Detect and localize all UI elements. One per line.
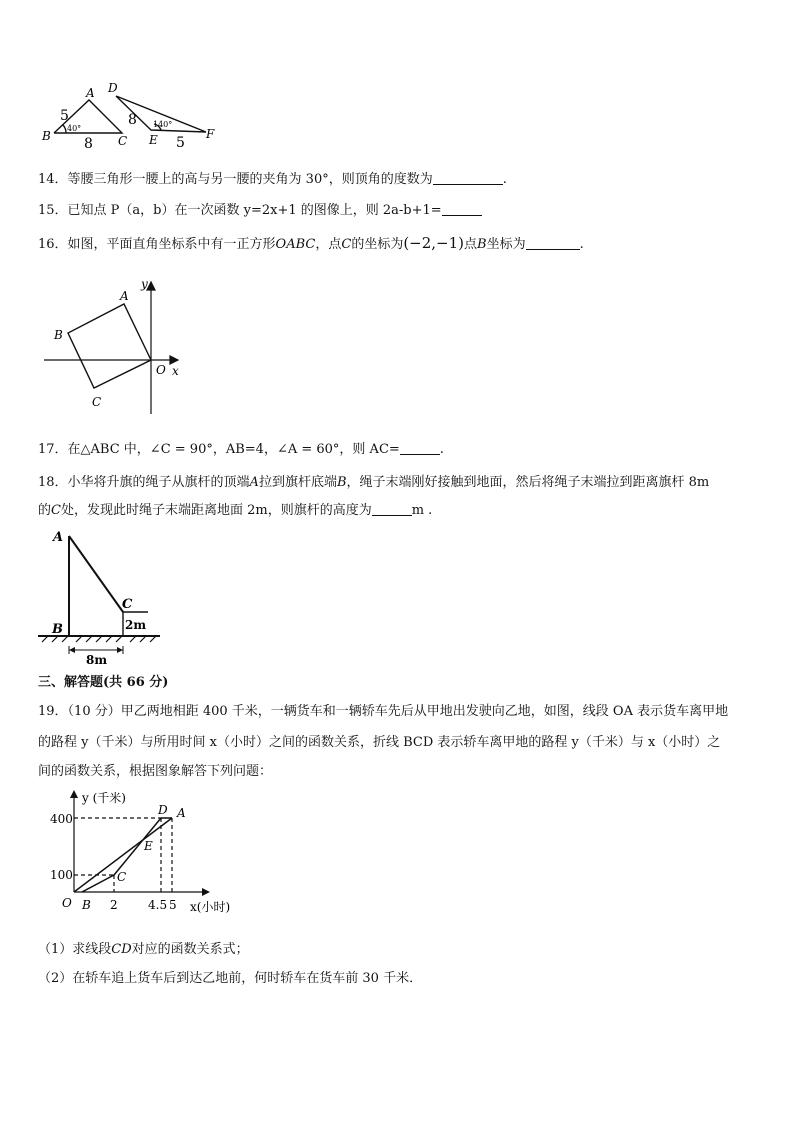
q14-end: . xyxy=(502,172,507,187)
fig19-a: A xyxy=(177,806,186,820)
question-19-part-2: （2）在轿车追上货车后到达乙地前，何时轿车在货车前 30 千米． xyxy=(38,971,423,986)
q14-text: 14．等腰三角形一腰上的高与另一腰的夹角为 30°，则顶角的度数为 xyxy=(38,172,433,187)
q18-text: 18．小华将升旗的绳子从旗杆的顶端 xyxy=(38,475,250,490)
question-15 xyxy=(38,199,482,218)
q15-text: 15．已知点 P（a，b）在一次函数 y=2x+1 的图像上，则 2a-b+1= xyxy=(38,203,442,218)
question-17 xyxy=(38,438,444,457)
fig19-x45: 4.5 xyxy=(148,898,168,912)
square-coordinate-figure xyxy=(36,276,196,418)
q18-text: ，绳子末端刚好接触到地面，然后将绳子末端拉到距离旗杆 8m xyxy=(346,475,710,490)
fig19-c: C xyxy=(117,870,127,884)
fig13-ab: 5 xyxy=(60,108,69,124)
fig16-o: O xyxy=(156,363,166,377)
fig13-angle-b: 40° xyxy=(67,124,82,133)
fig16-x: x xyxy=(172,364,179,378)
question-18-line-2 xyxy=(38,499,432,518)
q16-end: . xyxy=(579,237,584,252)
question-19-line-3: 间的函数关系，根据图象解答下列问题： xyxy=(38,764,273,779)
fig18-a: A xyxy=(53,530,64,545)
fig16-c: C xyxy=(92,395,102,409)
fig18-width: 8m xyxy=(86,653,108,667)
fig13-label-a: A xyxy=(86,86,95,100)
question-14 xyxy=(38,168,507,187)
fig18-c: C xyxy=(122,597,133,612)
answer-blank[interactable] xyxy=(400,442,440,455)
q18-text: 处，发现此时绳子末端距离地面 2m，则旗杆的高度为 xyxy=(60,503,372,518)
fig19-e: E xyxy=(144,839,153,853)
fig19-o: O xyxy=(62,896,72,910)
answer-blank[interactable] xyxy=(433,172,503,185)
fig18-height: 2m xyxy=(125,618,147,632)
fig19-xlabel: x(小时) xyxy=(190,900,231,914)
q16-prefix: 16．如图，平面直角坐标系中有一正方形 xyxy=(38,237,276,252)
fig19-y100: 100 xyxy=(50,868,73,882)
section-heading: 三、解答题(共 66 分) xyxy=(38,675,169,690)
fig19-y400: 400 xyxy=(50,812,73,826)
q18-end: m . xyxy=(411,503,433,518)
fig13-label-e: E xyxy=(149,133,158,147)
question-19-line-1: 19．（10 分）甲乙两地相距 400 千米，一辆货车和一辆轿车先后从甲地出发驶向乙地，如图，线段 OA 表示货车离甲地 xyxy=(38,704,729,719)
q19-1-text: 对应的函数关系式； xyxy=(131,942,249,957)
q16-point-c: C xyxy=(341,237,352,252)
flagpole-figure xyxy=(36,528,168,668)
fig19-b: B xyxy=(82,898,91,912)
fig18-b: B xyxy=(52,622,63,637)
q18-point-b: B xyxy=(336,475,347,490)
q18-text: 的 xyxy=(38,503,52,518)
fig13-label-b: B xyxy=(42,129,51,143)
fig13-label-d: D xyxy=(108,81,118,95)
fig13-label-f: F xyxy=(206,127,215,141)
q16-shape: OABC xyxy=(275,237,316,252)
q18-point-c: C xyxy=(51,503,61,518)
answer-blank[interactable] xyxy=(372,503,412,516)
distance-time-graph xyxy=(44,786,264,918)
fig13-label-c: C xyxy=(118,134,128,148)
answer-blank[interactable] xyxy=(526,237,580,250)
fig13-angle-e: 140° xyxy=(153,120,173,129)
q18-text: 拉到旗杆底端 xyxy=(258,475,337,490)
q16-text: ，点 xyxy=(315,237,342,252)
fig16-b: B xyxy=(54,328,63,342)
fig13-bc: 8 xyxy=(84,136,93,152)
q16-point-b: B xyxy=(477,237,487,252)
q16-coordinate: (−2,−1) xyxy=(403,234,465,252)
q16-text: 坐标为 xyxy=(486,237,526,252)
question-19-part-1 xyxy=(38,938,249,957)
q19-1-segment: CD xyxy=(111,942,132,957)
fig16-a: A xyxy=(120,289,129,303)
fig19-x2: 2 xyxy=(110,898,118,912)
fig19-x5: 5 xyxy=(169,898,177,912)
q16-text: 的坐标为 xyxy=(351,237,404,252)
fig19-d: D xyxy=(158,803,168,817)
question-18-line-1 xyxy=(38,471,709,490)
q18-point-a: A xyxy=(249,475,259,490)
fig19-ylabel: y (千米) xyxy=(82,791,126,805)
fig16-y: y xyxy=(141,277,148,291)
question-19-line-2: 的路程 y（千米）与所用时间 x（小时）之间的函数关系，折线 BCD 表示轿车离甲地的路程 y（千米）与 x（小时）之 xyxy=(38,735,721,750)
triangle-figure xyxy=(36,80,226,152)
answer-blank[interactable] xyxy=(442,203,482,216)
q16-text: 点 xyxy=(464,237,478,252)
question-16 xyxy=(38,233,584,252)
q17-end: . xyxy=(439,442,444,457)
q17-text: 17．在△ABC 中，∠C = 90°，AB=4，∠A = 60°，则 AC= xyxy=(38,442,400,457)
fig13-de: 8 xyxy=(128,112,137,128)
q19-1-text: （1）求线段 xyxy=(38,942,112,957)
fig13-ef: 5 xyxy=(176,135,185,151)
